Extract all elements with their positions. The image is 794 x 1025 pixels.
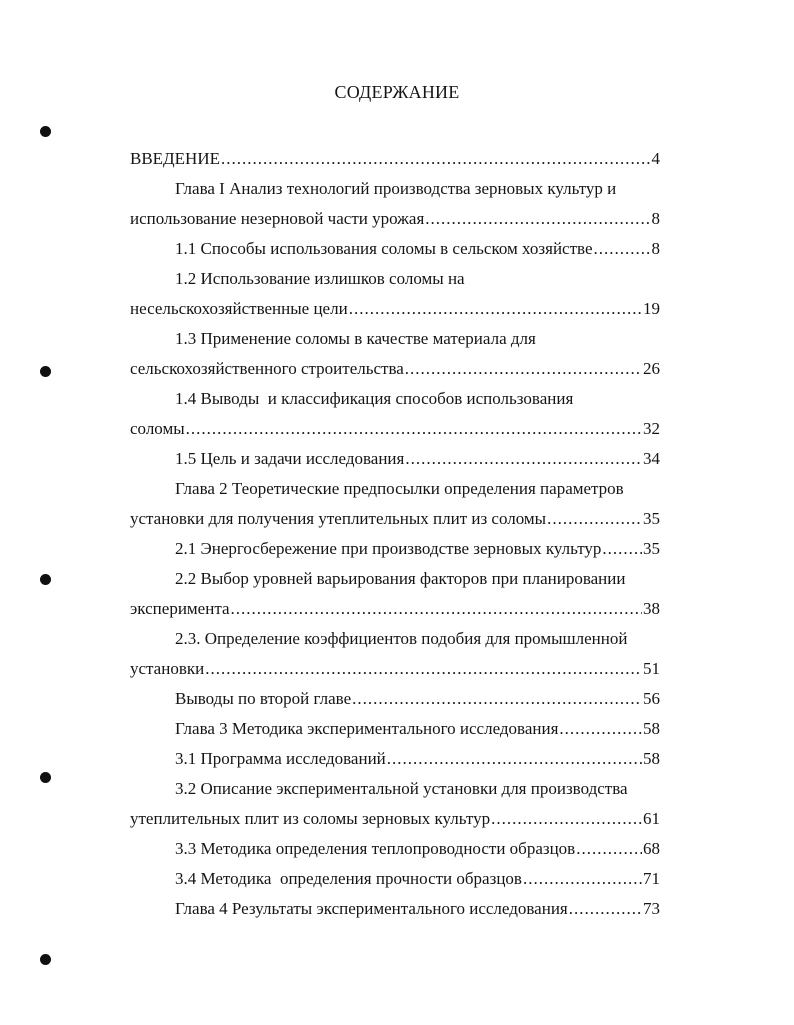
toc-entry-title: 2.3. Определение коэффициентов подобия для промышленной — [175, 629, 628, 648]
toc-leader-dots — [559, 718, 642, 740]
toc-entry-3-2-line-2 — [130, 808, 660, 830]
toc-leader-dots — [523, 868, 642, 890]
toc-entry-1-2-line-2 — [130, 298, 660, 320]
toc-leader-dots — [221, 148, 651, 170]
toc-entry-title: несельскохозяйственные цели — [130, 299, 348, 318]
toc-entry-title: Глава I Анализ технологий производства зерновых культур и — [175, 179, 617, 198]
toc-leader-dots — [491, 808, 642, 830]
toc-entry-title: 1.2 Использование излишков соломы на — [175, 269, 465, 288]
toc-entry-1-4-line-2 — [130, 418, 660, 440]
toc-entry-page: 32 — [643, 419, 660, 438]
toc-entry-chapter-2-line-2 — [130, 508, 660, 530]
toc-entry-page: 71 — [643, 869, 660, 888]
toc-entry-title: установки — [130, 659, 205, 678]
toc-entry-page: 35 — [643, 509, 660, 528]
toc-entry-2-2-line-2 — [130, 598, 660, 620]
toc-leader-dots — [602, 538, 642, 560]
toc-entry-title: установки для получения утеплительных плит из соломы — [130, 509, 547, 528]
toc-entry-1-3-line-1 — [130, 328, 660, 350]
toc-entry-title: ВВЕДЕНИЕ — [130, 149, 220, 168]
toc-entry-title: 3.4 Методика определения прочности образцов — [175, 869, 522, 888]
page-title: СОДЕРЖАНИЕ — [334, 82, 460, 102]
toc-entry-2-1 — [130, 538, 660, 560]
toc-entry-1-5 — [130, 448, 660, 470]
toc-entry-2-3-line-1 — [130, 628, 660, 650]
toc-entry-chapter-1-line-1 — [130, 178, 660, 200]
toc-leader-dots — [425, 208, 650, 230]
toc-entry-title: Глава 2 Теоретические предпосылки определения параметров — [175, 479, 624, 498]
toc-entry-3-4 — [130, 868, 660, 890]
toc-entry-1-3-line-2 — [130, 358, 660, 380]
toc-entry-title: использование незерновой части урожая — [130, 209, 425, 228]
toc-entry-title: Выводы по второй главе — [175, 689, 352, 708]
toc-entry-page: 61 — [643, 809, 660, 828]
toc-entry-3-2-line-1 — [130, 778, 660, 800]
toc-entry-title: 2.1 Энергосбережение при производстве зерновых культур — [175, 539, 602, 558]
toc-entry-page: 4 — [651, 149, 660, 168]
toc-entry-1-1 — [130, 238, 660, 260]
toc-entry-title: Глава 4 Результаты экспериментального исследования — [175, 899, 568, 918]
toc-leader-dots — [186, 418, 642, 440]
binder-hole — [40, 366, 51, 377]
toc-entry-chapter-2-line-1 — [130, 478, 660, 500]
binder-hole — [40, 574, 51, 585]
toc-entry-title: 3.2 Описание экспериментальной установки для производства — [175, 779, 628, 798]
toc-entry-2-2-line-1 — [130, 568, 660, 590]
toc-entry-page: 73 — [643, 899, 660, 918]
toc-leader-dots — [594, 238, 651, 260]
toc-entry-page: 68 — [643, 839, 660, 858]
toc-leader-dots — [205, 658, 642, 680]
toc-leader-dots — [387, 748, 642, 770]
toc-entry-page: 26 — [643, 359, 660, 378]
toc-entry-title: сельскохозяйственного строительства — [130, 359, 404, 378]
toc-entry-page: 56 — [643, 689, 660, 708]
toc-entry-introduction — [130, 148, 660, 170]
toc-entry-3-3 — [130, 838, 660, 860]
toc-entry-title: эксперимента — [130, 599, 230, 618]
toc-leader-dots — [405, 448, 642, 470]
toc-leader-dots — [352, 688, 642, 710]
toc-entry-title: Глава 3 Методика экспериментального исследования — [175, 719, 559, 738]
toc-leader-dots — [569, 898, 642, 920]
toc-leader-dots — [576, 838, 642, 860]
binder-hole — [40, 954, 51, 965]
toc-entry-title: 1.3 Применение соломы в качестве материала для — [175, 329, 536, 348]
toc-entry-1-4-line-1 — [130, 388, 660, 410]
toc-entry-title: соломы — [130, 419, 185, 438]
toc-entry-page: 58 — [643, 749, 660, 768]
toc-entry-page: 58 — [643, 719, 660, 738]
toc-leader-dots — [405, 358, 642, 380]
toc-entry-title: 3.3 Методика определения теплопроводности образцов — [175, 839, 576, 858]
toc-entry-page: 8 — [651, 239, 660, 258]
toc-entry-title: 1.1 Способы использования соломы в сельском хозяйстве — [175, 239, 593, 258]
toc-entry-title: 1.4 Выводы и классификация способов использования — [175, 389, 574, 408]
toc-leader-dots — [547, 508, 642, 530]
toc-entry-page: 8 — [651, 209, 660, 228]
toc-leader-dots — [231, 598, 642, 620]
toc-entry-chapter-1-line-2 — [130, 208, 660, 230]
toc-entry-page: 35 — [643, 539, 660, 558]
toc-entry-chapter-2-conclusions — [130, 688, 660, 710]
toc-entry-page: 34 — [643, 449, 660, 468]
toc-entry-title: 1.5 Цель и задачи исследования — [175, 449, 405, 468]
toc-entry-1-2-line-1 — [130, 268, 660, 290]
toc-entry-title: 2.2 Выбор уровней варьирования факторов при планировании — [175, 569, 626, 588]
toc-entry-page: 19 — [643, 299, 660, 318]
toc-entry-page: 51 — [643, 659, 660, 678]
toc-entry-chapter-3 — [130, 718, 660, 740]
toc-leader-dots — [349, 298, 642, 320]
toc-entry-2-3-line-2 — [130, 658, 660, 680]
toc-entry-title: утеплительных плит из соломы зерновых культур — [130, 809, 491, 828]
toc-entry-title: 3.1 Программа исследований — [175, 749, 386, 768]
toc-entry-3-1 — [130, 748, 660, 770]
binder-hole — [40, 126, 51, 137]
toc-entry-chapter-4 — [130, 898, 660, 920]
toc-entry-page: 38 — [643, 599, 660, 618]
binder-hole — [40, 772, 51, 783]
